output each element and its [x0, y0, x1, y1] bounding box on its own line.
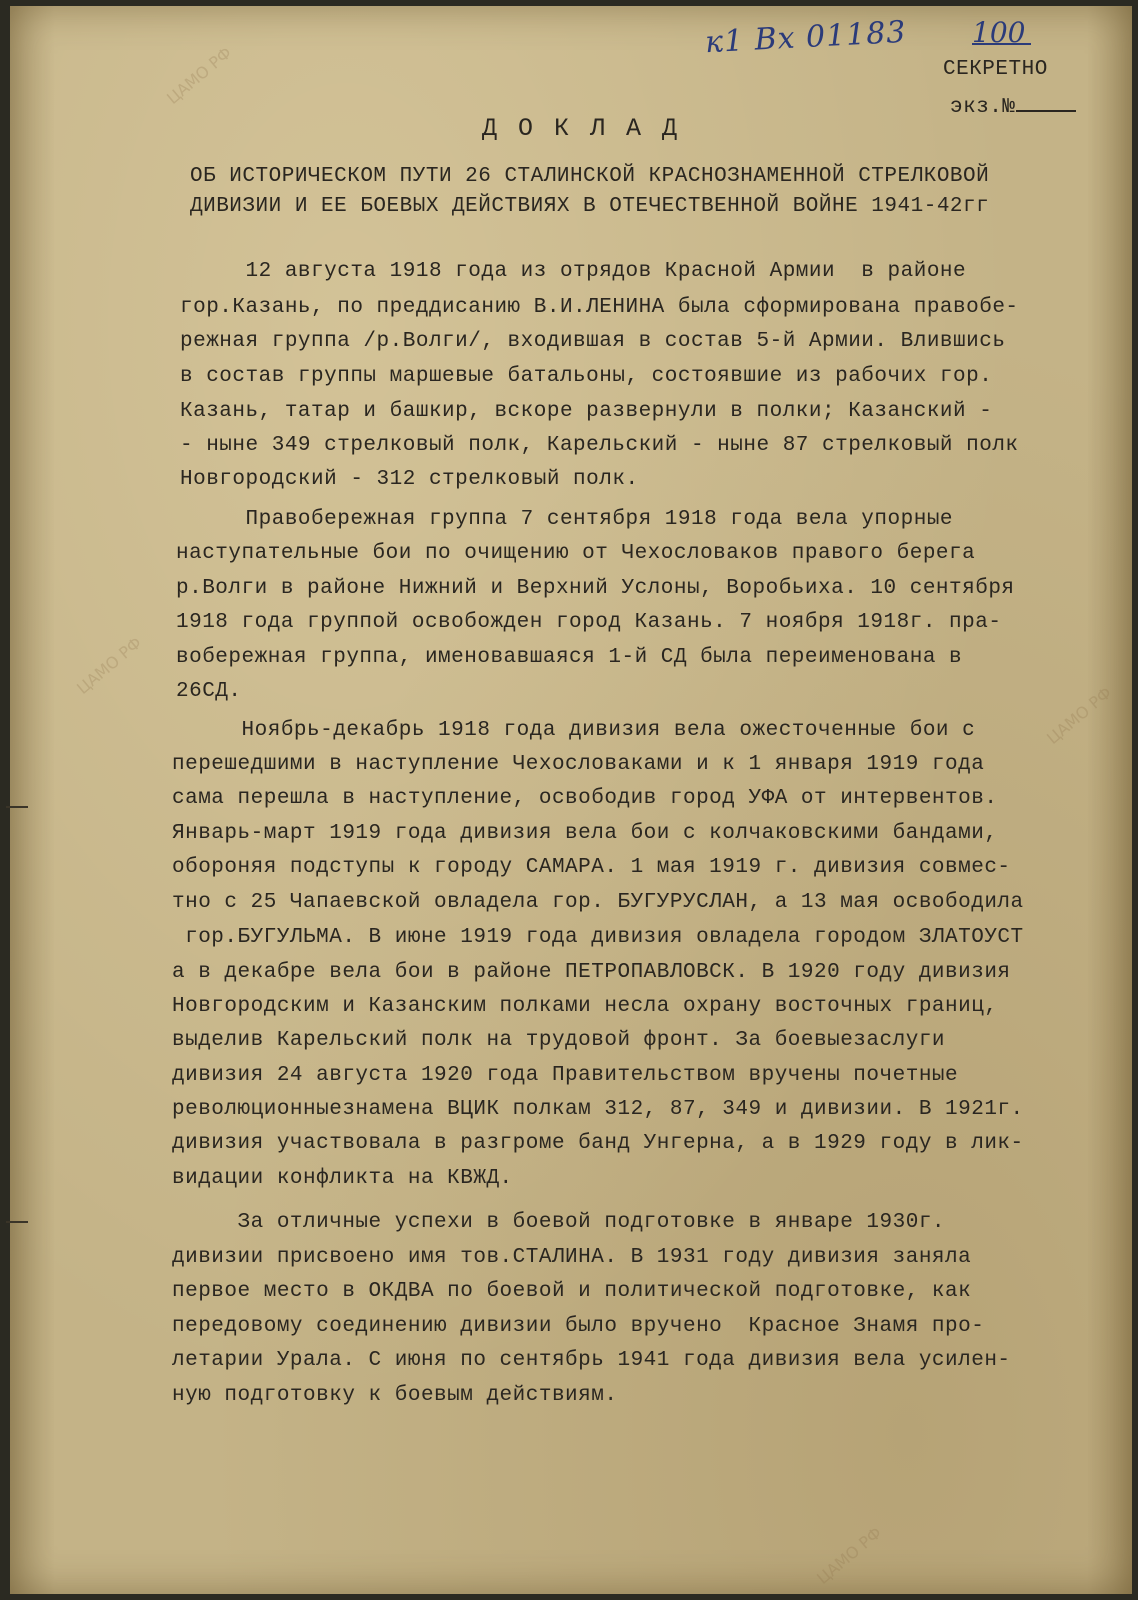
text-line: передовому соединению дивизии было вручено Красное Знамя про- — [172, 1315, 985, 1338]
text-line: а в декабре вела бои в районе ПЕТРОПАВЛОВСК. В 1920 году дивизия — [172, 961, 1011, 984]
archive-watermark: ЦАМО РФ — [813, 1523, 886, 1588]
text-line: дивизии присвоено имя тов.СТАЛИНА. В 1931 году дивизия заняла — [172, 1246, 972, 1269]
text-line: первое место в ОКДВА по боевой и политической подготовке, как — [172, 1280, 972, 1303]
handwritten-archive-number: к1 Вх 01183 — [704, 14, 908, 61]
text-line: наступательные бои по очищению от Чехословаков правого берега — [176, 542, 976, 565]
copy-number-blank — [1016, 110, 1076, 112]
text-line: дивизия 24 августа 1920 года Правительством вручены почетные — [172, 1064, 959, 1087]
copy-label: экз.№ — [950, 96, 1016, 119]
text-line: Январь-март 1919 года дивизия вела бои с колчаковскими бандами, — [172, 822, 998, 845]
text-line: гор.Казань, по преддисанию В.И.ЛЕНИНА была сформирована правобе- — [180, 296, 1019, 319]
document-subtitle — [190, 162, 1090, 222]
margin-tick — [6, 806, 28, 808]
copy-number — [950, 96, 1076, 119]
subtitle-line: ОБ ИСТОРИЧЕСКОМ ПУТИ 26 СТАЛИНСКОЙ КРАСНОЗНАМЕННОЙ СТРЕЛКОВОЙ — [190, 165, 990, 188]
text-line: Новгородский - 312 стрелковый полк. — [180, 468, 639, 491]
text-line: За отличные успехи в боевой подготовке в январе 1930г. — [172, 1211, 946, 1234]
archive-watermark: ЦАМО РФ — [1043, 683, 1116, 748]
archive-watermark: ЦАМО РФ — [163, 43, 236, 108]
text-line: летарии Урала. С июня по сентябрь 1941 года дивизия вела усилен- — [172, 1349, 1011, 1372]
classification-stamp: СЕКРЕТНО — [943, 58, 1048, 81]
text-line: вобережная группа, именовавшаяся 1-й СД была переименована в — [176, 646, 963, 669]
text-line: 26СД. — [176, 680, 242, 703]
text-line: в состав группы маршевые батальоны, состоявшие из рабочих гор. — [180, 365, 993, 388]
handwritten-page-number: 100 — [972, 16, 1026, 49]
document-page — [10, 6, 1132, 1594]
text-line: обороняя подступы к городу САМАРА. 1 мая 1919 г. дивизия совмес- — [172, 856, 1011, 879]
text-line: ную подготовку к боевым действиям. — [172, 1384, 618, 1407]
text-line: Ноябрь-декабрь 1918 года дивизия вела ожесточенные бои с — [176, 719, 976, 742]
text-line: видации конфликта на КВЖД. — [172, 1167, 513, 1190]
text-line: режная группа /р.Волги/, входившая в состав 5-й Армии. Влившись — [180, 330, 1006, 353]
text-line: Казань, татар и башкир, вскоре развернули в полки; Казанский - — [180, 400, 993, 423]
margin-tick — [6, 1221, 28, 1223]
text-line: сама перешла в наступление, освободив город УФА от интервентов. — [172, 787, 998, 810]
text-line: перешедшими в наступление Чехословаками и к 1 января 1919 года — [172, 753, 985, 776]
text-line: 12 августа 1918 года из отрядов Красной Армии в районе — [180, 260, 967, 283]
text-line: выделив Карельский полк на трудовой фронт. За боевыезаслуги — [172, 1029, 946, 1052]
subtitle-line: ДИВИЗИИ И ЕЕ БОЕВЫХ ДЕЙСТВИЯХ В ОТЕЧЕСТВЕННОЙ ВОЙНЕ 1941-42гг — [190, 195, 990, 218]
text-line: Новгородским и Казанским полками несла охрану восточных границ, — [172, 995, 998, 1018]
archive-watermark: ЦАМО РФ — [73, 633, 146, 698]
text-line: Правобережная группа 7 сентября 1918 года вела упорные — [180, 508, 954, 531]
text-line: гор.БУГУЛЬМА. В июне 1919 года дивизия овладела городом ЗЛАТОУСТ — [172, 926, 1024, 949]
text-line: дивизия участвовала в разгроме банд Унгерна, а в 1929 году в лик- — [172, 1132, 1024, 1155]
document-title: ДОКЛАД — [482, 114, 699, 143]
text-line: 1918 года группой освобожден город Казань. 7 ноября 1918г. пра- — [176, 611, 1002, 634]
text-line: тно с 25 Чапаевской овладела гор. БУГУРУСЛАН, а 13 мая освободила — [172, 891, 1024, 914]
text-line: революционныезнамена ВЦИК полкам 312, 87, 349 и дивизии. В 1921г. — [172, 1098, 1024, 1121]
text-line: р.Волги в районе Нижний и Верхний Услоны, Воробьиха. 10 сентября — [176, 577, 1015, 600]
text-line: - ныне 349 стрелковый полк, Карельский - ныне 87 стрелковый полк — [180, 434, 1019, 457]
